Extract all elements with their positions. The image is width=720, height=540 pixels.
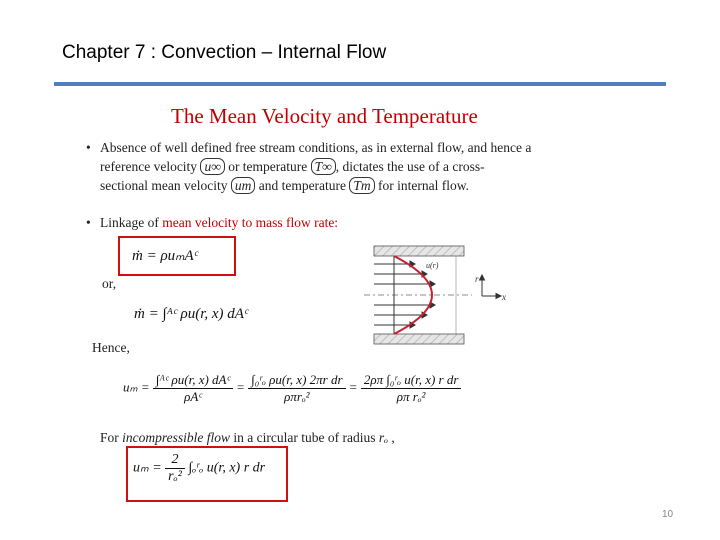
eq3-equals-1: = xyxy=(236,379,245,395)
eq3-fraction-3 xyxy=(361,372,462,405)
text-cross-sectional: sectional mean velocity xyxy=(100,178,228,193)
incompressible-c: in a circular tube of radius xyxy=(230,430,379,445)
bullet1-line2 xyxy=(100,157,580,176)
bullet-absence xyxy=(86,138,580,195)
bottom-wall xyxy=(374,334,464,344)
bullet1-line1: Absence of well defined free stream conditions, as in external flow, and hence a xyxy=(100,140,532,155)
eq3-f1-denominator: ρAᶜ xyxy=(184,389,202,404)
bullet-dot: • xyxy=(86,140,91,155)
eq3-equals-2: = xyxy=(348,379,358,395)
bullet1-line3 xyxy=(100,176,580,195)
eq-mean-velocity-incompressible xyxy=(133,452,265,485)
eq4-integral: ∫ₒʳₒ u(r, x) r dr xyxy=(188,460,266,476)
slide-title: The Mean Velocity and Temperature xyxy=(171,104,478,128)
eq3-f3-numerator: 2ρπ ∫₀ʳₒ u(r, x) r dr xyxy=(361,372,462,389)
eq-mass-flow: ṁ = ρuₘAᶜ xyxy=(132,248,198,264)
top-wall xyxy=(374,246,464,256)
symbol-u-m: um xyxy=(231,177,256,194)
axis-triad xyxy=(480,275,502,299)
axis-r-label: r xyxy=(475,274,479,284)
eq4-fraction xyxy=(165,452,185,485)
eq-mean-velocity-general xyxy=(123,372,461,405)
eq-mass-flow-integral: ṁ = ∫ᴬᶜ ρu(r, x) dAᶜ xyxy=(134,306,248,322)
symbol-u-infinity: u∞ xyxy=(200,158,224,175)
eq4-numerator: 2 xyxy=(165,452,185,469)
text-dictates: , dictates the use of a cross- xyxy=(335,159,485,174)
text-and-temperature: and temperature xyxy=(258,178,347,193)
incompressible-line xyxy=(100,430,395,446)
chapter-title: Chapter 7 : Convection – Internal Flow xyxy=(62,42,387,63)
eq4-denominator: rₒ² xyxy=(168,469,182,484)
text-reference-velocity: reference velocity xyxy=(100,159,198,174)
velocity-profile-figure xyxy=(360,244,520,348)
eq4-lhs: uₘ = xyxy=(133,460,162,476)
bullet-dot-2: • xyxy=(86,215,91,230)
symbol-t-m: Tm xyxy=(349,177,374,194)
text-or-temperature: or temperature xyxy=(228,159,308,174)
symbol-t-infinity: T∞ xyxy=(311,158,336,175)
eq3-lhs: uₘ = xyxy=(123,379,150,395)
incompressible-e: , xyxy=(387,430,395,445)
eq3-fraction-2 xyxy=(248,372,345,405)
eq3-f1-numerator: ∫ᴬᶜ ρu(r, x) dAᶜ xyxy=(153,372,233,389)
axis-x-label: x xyxy=(502,292,506,302)
page-number: 10 xyxy=(662,509,674,520)
eq3-f3-denominator: ρπ rₒ² xyxy=(396,389,426,404)
profile-label: u(r) xyxy=(426,261,439,270)
linkage-lead: Linkage of xyxy=(100,215,163,230)
incompressible-emphasis: incompressible flow xyxy=(122,430,231,445)
eq3-f2-denominator: ρπrₒ² xyxy=(284,389,310,404)
bullet-linkage xyxy=(86,213,400,232)
eq3-fraction-1 xyxy=(153,372,233,405)
linkage-highlight: mean velocity to mass flow rate: xyxy=(162,215,339,230)
hence-label: Hence, xyxy=(92,340,130,355)
header-rule xyxy=(54,82,666,86)
text-internal-flow: for internal flow. xyxy=(378,178,470,193)
symbol-r-o: rₒ xyxy=(378,430,388,445)
or-label: or, xyxy=(102,276,117,291)
eq3-f2-numerator: ∫₀ʳₒ ρu(r, x) 2πr dr xyxy=(248,372,345,389)
incompressible-a: For xyxy=(100,430,123,445)
velocity-arrows xyxy=(374,261,435,328)
